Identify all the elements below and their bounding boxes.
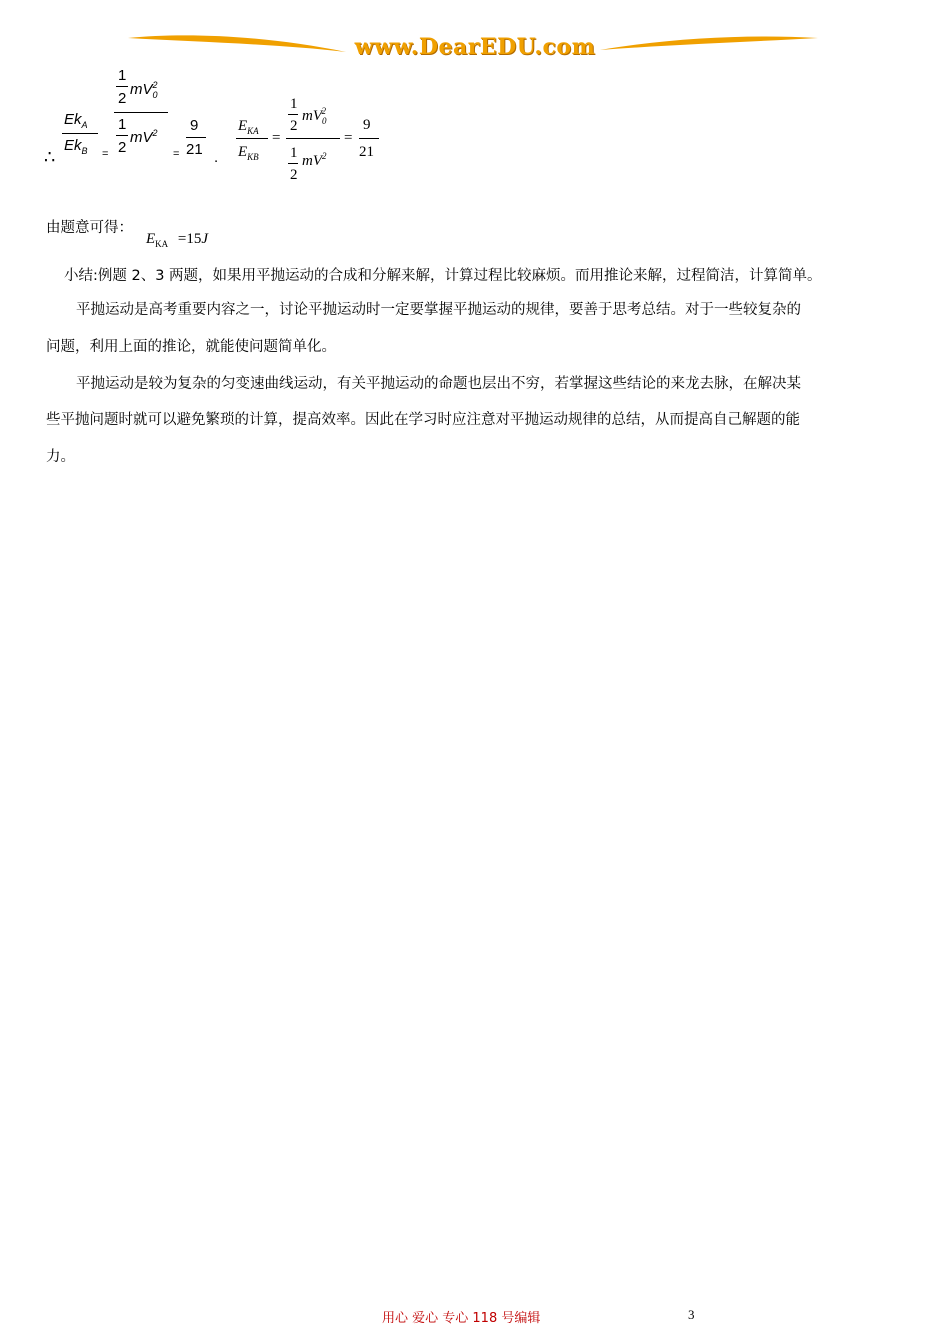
equals-sign: =	[344, 130, 353, 146]
header-left-swoosh	[128, 30, 348, 56]
ek-a: $Ek_A$	[64, 111, 88, 130]
nine-numerator: 9	[363, 117, 371, 133]
e-kb: $E_{KB}$	[238, 144, 259, 162]
paragraph-1-line-2: 问题，利用上面的推论，就能使问题简单化。	[46, 339, 336, 355]
main-fraction-bar	[286, 138, 340, 139]
ek-b: $Ek_B$	[64, 137, 88, 156]
fraction-bar	[116, 86, 128, 87]
twentyone-denominator: 21	[186, 141, 203, 158]
summary-paragraph: 小结:例题 2、3 两题，如果用平抛运动的合成和分解来解，计算过程比较麻烦。而用推论来解，过程简洁，计算简单。	[64, 268, 822, 284]
two-denominator: 2	[290, 118, 298, 134]
fraction-bar	[116, 135, 128, 136]
one-numerator: 1	[118, 67, 127, 84]
m-v-squared: $mV^2$	[302, 151, 327, 169]
fraction-bar	[288, 114, 298, 115]
paragraph-2-line-2: 些平抛问题时就可以避免繁琐的计算，提高效率。因此在学习时应注意对平抛运动规律的总结，从而提高自己解题的能	[46, 412, 800, 428]
one-numerator: 1	[290, 96, 298, 112]
equals-sign: =	[272, 130, 281, 146]
m-v0-squared: $mV_0^2$	[130, 80, 158, 100]
header-brand-text: www.DearEDU.com	[354, 34, 596, 60]
main-fraction-bar	[114, 112, 168, 113]
fraction-bar	[288, 163, 298, 164]
therefore-symbol: ∴	[44, 147, 56, 167]
fraction-bar	[62, 133, 98, 134]
one-numerator: 1	[290, 145, 298, 161]
one-numerator: 1	[118, 116, 127, 133]
paragraph-2-line-3: 力。	[46, 449, 75, 465]
fraction-bar	[236, 138, 268, 139]
page-number: 3	[688, 1307, 695, 1322]
dot: .	[214, 149, 219, 166]
equals-sign: =	[173, 148, 180, 160]
e-ka: $E_{KA}$	[238, 118, 259, 136]
nine-numerator: 9	[190, 117, 199, 134]
fraction-bar	[186, 137, 206, 138]
two-denominator: 2	[118, 90, 127, 107]
header-right-swoosh	[600, 32, 820, 58]
paragraph-2-line-1: 平抛运动是较为复杂的匀变速曲线运动，有关平抛运动的命题也层出不穷，若掌握这些结论的来龙去脉，在解决某	[76, 376, 801, 392]
equals-sign: =	[102, 148, 109, 160]
two-denominator: 2	[118, 139, 127, 156]
paragraph-1-line-1: 平抛运动是高考重要内容之一，讨论平抛运动时一定要掌握平抛运动的规律，要善于思考总结。对于一些较复杂的	[76, 302, 801, 318]
fraction-bar	[359, 138, 379, 139]
result-label: 由题意可得：	[46, 220, 133, 236]
m-v0-squared: $mV_0^2$	[302, 106, 327, 126]
footer-slogan: 用心 爱心 专心 118 号编辑	[382, 1311, 541, 1326]
twentyone-denominator: 21	[359, 144, 374, 160]
m-v-squared: $mV^2$	[130, 128, 158, 146]
result-formula: $E_{KA} =15J$	[146, 231, 209, 249]
two-denominator: 2	[290, 167, 298, 183]
